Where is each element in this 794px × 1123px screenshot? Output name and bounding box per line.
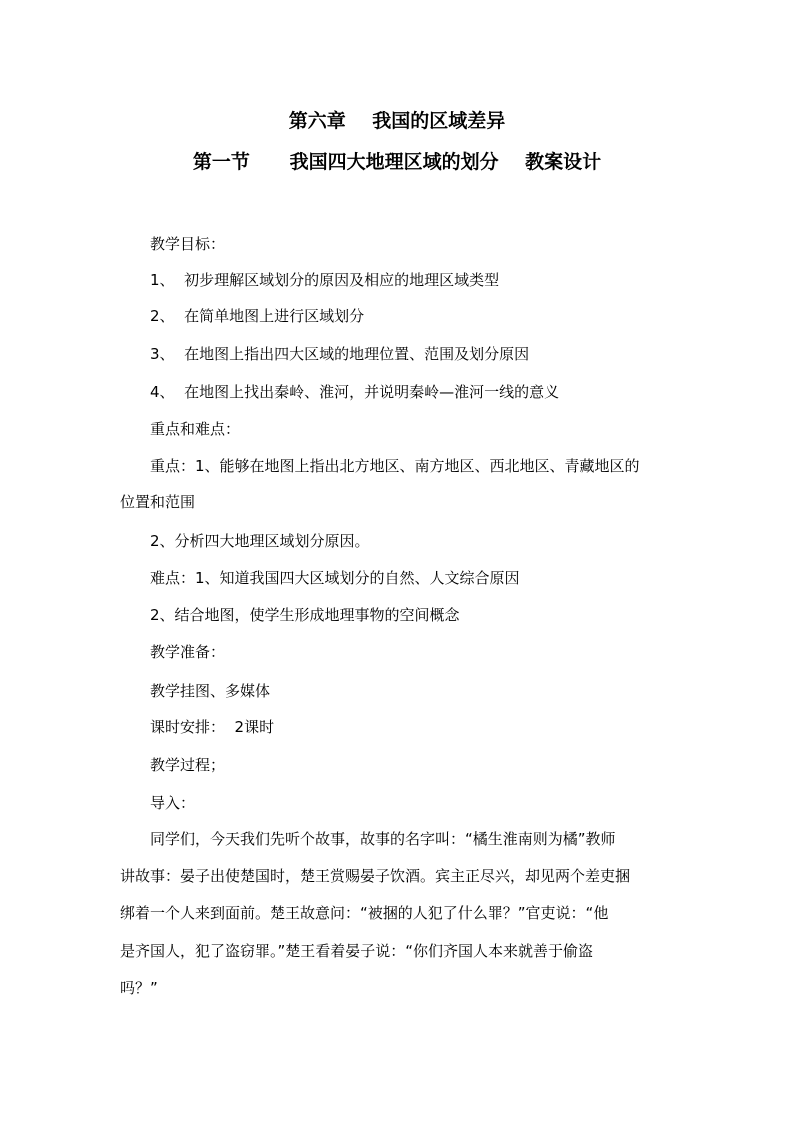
- objective-4: 4、 在地图上找出秦岭、淮河，并说明秦岭—淮河一线的意义: [150, 383, 560, 401]
- objective-2: 2、 在简单地图上进行区域划分: [150, 307, 365, 325]
- story-line-2: 讲故事：晏子出使楚国时，楚王赏赐晏子饮酒。宾主正尽兴，却见两个差吏捆: [120, 867, 631, 885]
- key-point-2: 2、分析四大地理区域划分原因。: [150, 532, 370, 550]
- story-line-3: 绑着一个人来到面前。楚王故意问：“被捆的人犯了什么罪？”官吏说：“他: [120, 904, 609, 922]
- section-title: 第一节 我国四大地理区域的划分 教案设计: [192, 151, 602, 173]
- story-line-4: 是齐国人，犯了盗窃罪。”楚王看着晏子说：“你们齐国人本来就善于偷盗: [120, 942, 594, 960]
- teaching-preparation: 教学挂图、多媒体: [150, 682, 271, 700]
- key-point-1-continued: 位置和范围: [120, 493, 196, 511]
- teaching-objectives-heading: 教学目标：: [150, 235, 226, 253]
- class-schedule: 课时安排： 2课时: [150, 718, 275, 736]
- difficulty-2: 2、结合地图，使学生形成地理事物的空间概念: [150, 606, 460, 624]
- story-line-1: 同学们，今天我们先听个故事，故事的名字叫：“橘生淮南则为橘”教师: [150, 830, 616, 848]
- teaching-process-heading: 教学过程；: [150, 756, 226, 774]
- objective-1: 1、 初步理解区域划分的原因及相应的地理区域类型: [150, 271, 500, 289]
- introduction-heading: 导入：: [150, 794, 196, 812]
- key-point-1: 重点：1、能够在地图上指出北方地区、南方地区、西北地区、青藏地区的: [150, 457, 640, 475]
- difficulty-1: 难点：1、知道我国四大区域划分的自然、人文综合原因: [150, 569, 520, 587]
- chapter-title: 第六章 我国的区域差异: [288, 110, 506, 132]
- teaching-preparation-heading: 教学准备：: [150, 643, 226, 661]
- key-points-heading: 重点和难点：: [150, 420, 241, 438]
- objective-3: 3、 在地图上指出四大区域的地理位置、范围及划分原因: [150, 345, 530, 363]
- story-line-5: 吗？”: [120, 979, 158, 997]
